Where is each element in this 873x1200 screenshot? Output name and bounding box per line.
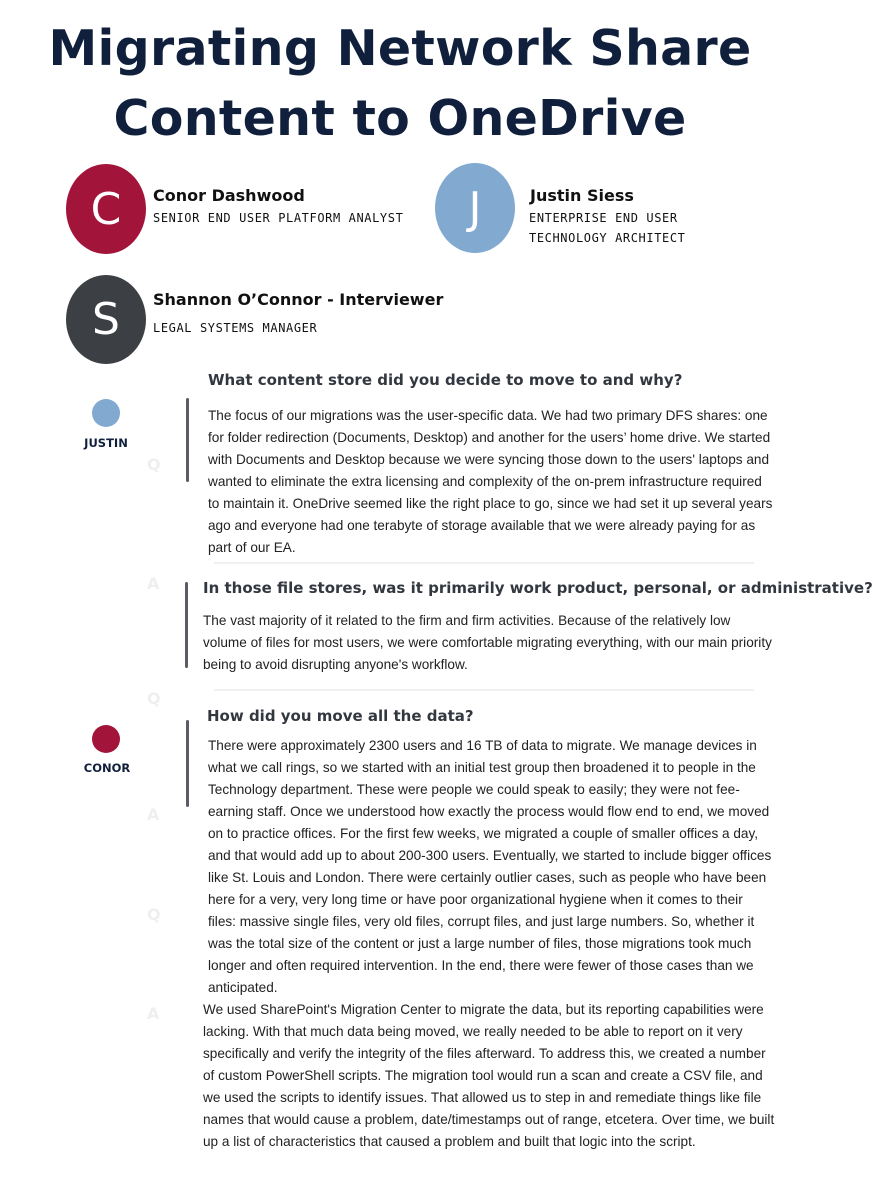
answer-paragraph: The focus of our migrations was the user-specific data. We had two primary DFS shares: one for folder redirection (Documents, Desktop) and another for the users’ home drive. We started with Documents and Desktop because we were syncing those down to the users' laptops and wanted to eliminate the extra licensing and complexity of the on-prem infrastructure required to maintain it. OneDrive seemed like the right place to go, since we had set it up several years ago and everyone had one terabyte of storage available that we were already paying for as part of our EA. <box>208 408 773 555</box>
person-role-justin <box>529 208 686 248</box>
answer-paragraph: The vast majority of it related to the firm and firm activities. Because of the relatively low volume of files for most users, we were comfortable migrating everything, with our main priority being to avoid disrupting anyone's workflow. <box>203 613 772 672</box>
question-marker: Q <box>147 689 161 708</box>
avatar-conor <box>66 164 146 254</box>
person-name-conor: Conor Dashwood <box>153 186 305 205</box>
page-title-line-2: Content to OneDrive <box>113 90 687 147</box>
speaker-label-justin: JUSTIN <box>84 436 128 450</box>
page-title <box>0 14 800 154</box>
person-name-shannon: Shannon O’Connor - Interviewer <box>153 290 444 309</box>
question-heading: In those file stores, was it primarily work product, personal, or administrative? <box>203 579 873 597</box>
section-divider <box>214 689 754 691</box>
quote-bar <box>186 398 189 482</box>
question-marker: Q <box>147 455 161 474</box>
speaker-dot-justin <box>92 399 120 427</box>
answer-marker: A <box>147 574 160 593</box>
avatar-justin <box>435 163 515 253</box>
answer-marker: A <box>147 1004 160 1023</box>
avatar-initial: S <box>92 294 120 345</box>
question-marker: Q <box>147 905 161 924</box>
answer-marker: A <box>147 805 160 824</box>
page-title-line-1: Migrating Network Share <box>48 20 752 77</box>
person-name-justin: Justin Siess <box>530 186 634 205</box>
person-role-shannon: LEGAL SYSTEMS MANAGER <box>153 321 318 335</box>
person-role-conor: SENIOR END USER PLATFORM ANALYST <box>153 211 404 225</box>
avatar-initial: J <box>468 182 482 234</box>
avatar-initial: C <box>90 183 122 235</box>
answer-paragraph: We used SharePoint's Migration Center to migrate the data, but its reporting capabilities were lacking. With that much data being moved, we really needed to be able to report on it very specifically and verify the integrity of the files afterward. To address this, we created a number of custom PowerShell scripts. The migration tool would run a scan and create a CSV file, and we used the scripts to identify issues. That allowed us to step in and remediate things like file names that would cause a problem, date/timestamps out of range, etcetera. Over time, we built up a list of characteristics that caused a problem and built that logic into the script. <box>203 1002 775 1149</box>
answer-paragraph: There were approximately 2300 users and 16 TB of data to migrate. We manage devices in what we call rings, so we started with an initial test group then broadened it to people in the Technology department. These were people we could speak to easily; they were not fee-earning staff. Once we understood how exactly the process would flow end to end, we moved on to practice offices. For the first few weeks, we migrated a couple of smaller offices a day, and that would add up to about 200-300 users. Eventually, we started to include bigger offices like St. Louis and London. There were certainly outlier cases, such as people who have been here for a very, very long time or have poor organizational hygiene when it comes to their files: massive single files, very old files, corrupt files, and just large numbers. So, whether it was the total size of the content or just a large number of files, those migrations took much longer and often required intervention. In the end, there were fewer of those cases than we anticipated. <box>208 738 772 995</box>
quote-bar <box>186 720 189 807</box>
speaker-label-conor: CONOR <box>83 761 131 775</box>
speaker-dot-conor <box>92 725 120 753</box>
quote-bar <box>185 582 188 668</box>
section-divider <box>214 562 754 564</box>
question-heading: What content store did you decide to move to and why? <box>208 371 683 389</box>
question-heading: How did you move all the data? <box>207 707 474 725</box>
person-role-line-2: TECHNOLOGY ARCHITECT <box>529 231 686 245</box>
person-role-line-1: ENTERPRISE END USER <box>529 211 678 225</box>
avatar-shannon <box>66 275 146 364</box>
